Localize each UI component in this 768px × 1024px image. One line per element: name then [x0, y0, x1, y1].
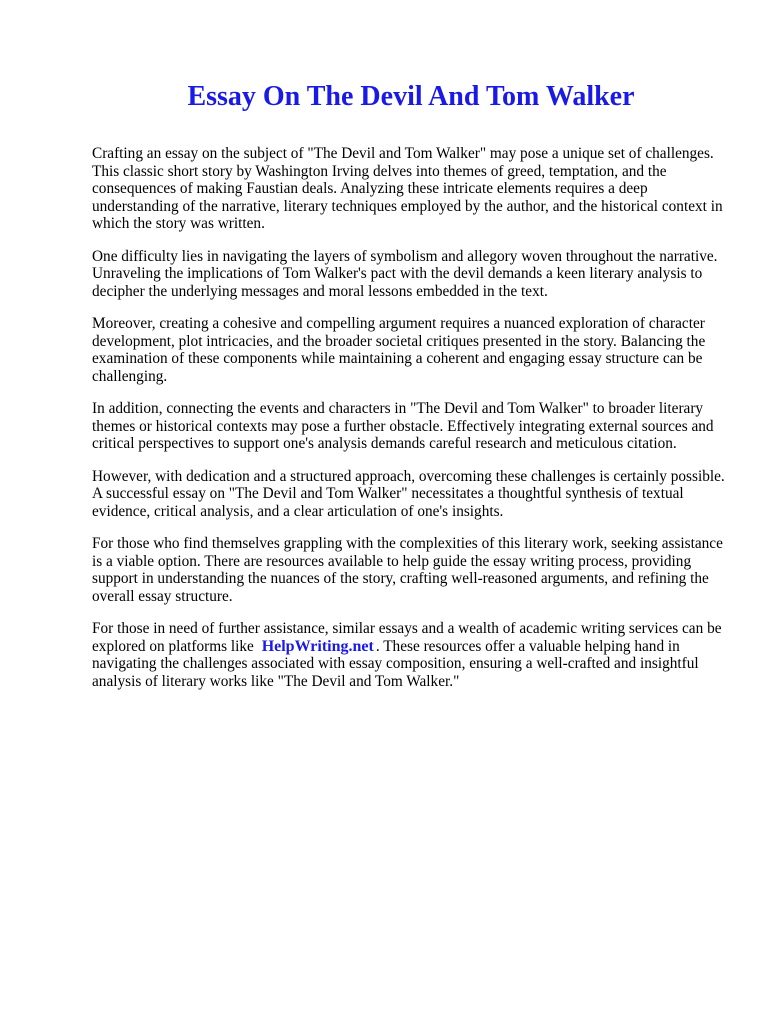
paragraph-6: For those who find themselves grappling with the complexities of this literary work, seeking assistance is a viable option. There are resources available to help guide the essay writing process, providing support in understanding the nuances of the story, crafting well-reasoned arguments, and refining the overall essay structure.	[92, 535, 723, 605]
paragraph-7-before-link: For those in need of further assistance, similar essays and a wealth of academic writing services can be explored on platforms like	[92, 620, 722, 655]
paragraph-7-after-link: . These resources offer a valuable helping hand in navigating the challenges associated with essay composition, ensuring a well-crafted and insightful analysis of literary works like "The Devil and Tom Walker."	[92, 637, 699, 690]
essay-body	[92, 145, 730, 705]
paragraph-1: Crafting an essay on the subject of "The Devil and Tom Walker" may pose a unique set of challenges. This classic short story by Washington Irving delves into themes of greed, temptation, and the consequences of making Faustian deals. Analyzing these intricate elements requires a deep understanding of the narrative, literary techniques employed by the author, and the historical context in which the story was written.	[92, 145, 723, 232]
paragraph-7	[92, 620, 730, 690]
page-title: Essay On The Devil And Tom Walker	[187, 81, 635, 112]
paragraph-2: One difficulty lies in navigating the layers of symbolism and allegory woven throughout the narrative. Unraveling the implications of Tom Walker's pact with the devil demands a keen literary analysis to decipher the underlying messages and moral lessons embedded in the text.	[92, 247, 718, 300]
helpwriting-link[interactable]: HelpWriting.net	[261, 637, 374, 655]
paragraph-4: In addition, connecting the events and characters in "The Devil and Tom Walker" to broader literary themes or historical contexts may pose a further obstacle. Effectively integrating external sources and critical perspectives to support one's analysis demands careful research and meticulous citation.	[92, 400, 714, 452]
paragraph-5: However, with dedication and a structured approach, overcoming these challenges is certainly possible. A successful essay on "The Devil and Tom Walker" necessitates a thoughtful synthesis of textual evidence, critical analysis, and a clear articulation of one's insights.	[92, 467, 725, 520]
paragraph-3: Moreover, creating a cohesive and compelling argument requires a nuanced exploration of character development, plot intricacies, and the broader societal critiques presented in the story. Balancing the examination of these components while maintaining a coherent and engaging essay structure can be challenging.	[92, 315, 706, 385]
